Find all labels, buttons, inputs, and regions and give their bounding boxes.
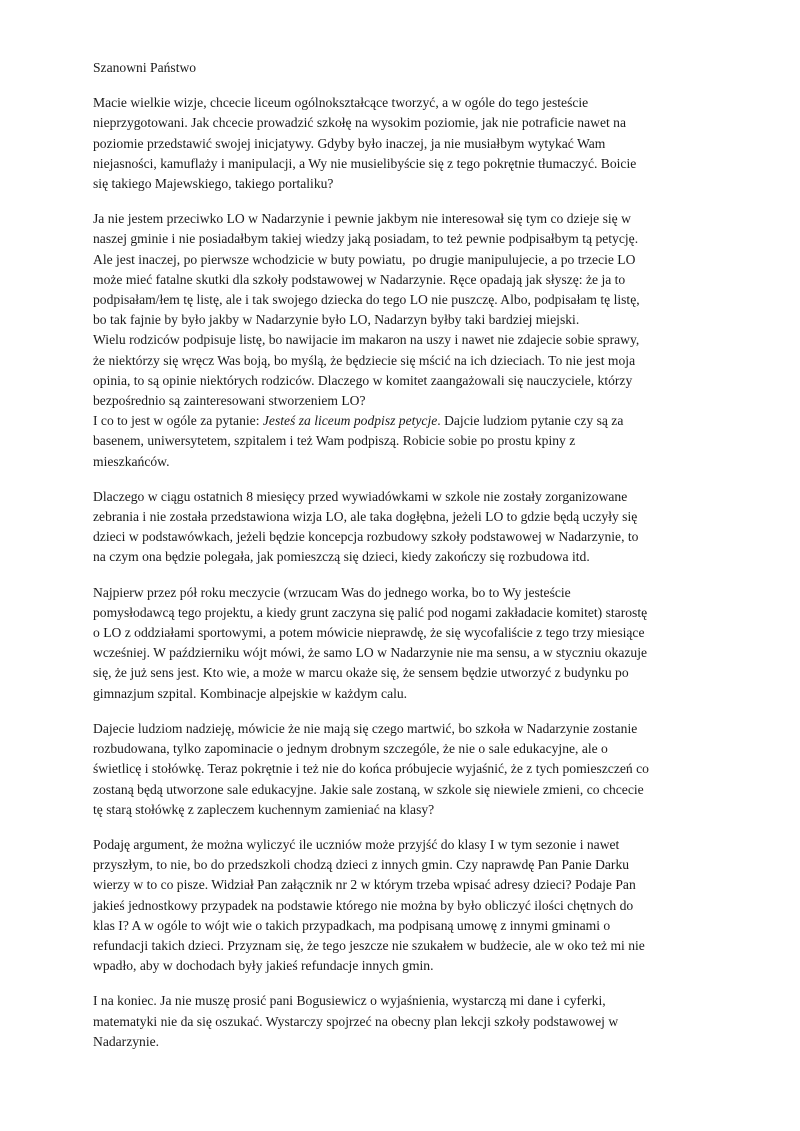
text-line: bo tak fajnie by było jakby w Nadarzynie było LO, Nadarzyn byłby taki bardziej miejski. bbox=[93, 312, 580, 328]
text-line: o LO z oddziałami sportowymi, a potem mówicie nieprawdę, że się wycofaliście z tego trzy miesiące bbox=[93, 625, 645, 641]
text-line: wpadło, aby w dochodach były jakieś refundacje innych gmin. bbox=[93, 958, 434, 974]
text-line: bezpośrednio są zainteresowani stworzeniem LO? bbox=[93, 393, 366, 409]
paragraph-5 bbox=[93, 719, 715, 820]
text-line: świetlicę i stołówkę. Teraz pokrętnie i też nie do końca próbujecie wyjaśnić, że z tych pomieszczeń co bbox=[93, 761, 649, 777]
paragraph-2 bbox=[93, 209, 715, 472]
text-line: klas I? A w ogóle to wójt wie o takich przypadkach, ma podpisaną umowę z innymi gminami o bbox=[93, 917, 611, 933]
text-line: Podaję argument, że można wyliczyć ile uczniów może przyjść do klasy I w tym sezonie i nawet bbox=[93, 836, 620, 852]
text-line: Ja nie jestem przeciwko LO w Nadarzynie i pewnie jakbym nie interesował się tym co dzieje się w bbox=[93, 211, 631, 227]
text-line: opinia, to są opinie niektórych rodziców. Dlaczego w komitet zaangażowali się nauczyciele, którzy bbox=[93, 372, 633, 388]
text-line: Ale jest inaczej, po pierwsze wchodzicie w buty powiatu, po drugie manipulujecie, a po trzecie LO bbox=[93, 251, 636, 267]
paragraph-3 bbox=[93, 487, 715, 568]
text-line: podpisałam/łem tę listę, ale i tak swojego dziecka do tego LO nie puszczę. Albo, podpisałam tę listę, bbox=[93, 292, 640, 308]
text-line: się takiego Majewskiego, takiego portaliku? bbox=[93, 176, 334, 192]
text-line: że niektórzy się wręcz Was boją, bo myślą, że będziecie się mścić na ich dzieciach. To nie jest moja bbox=[93, 352, 636, 368]
paragraph-7 bbox=[93, 991, 715, 1052]
text-line: jakieś jednostkowy przypadek na podstawie którego nie można by było obliczyć ilości chętnych do bbox=[93, 897, 634, 913]
text-line: rozbudowana, tylko zapominacie o jednym drobnym szczególe, że nie o sale edukacyjne, ale o bbox=[93, 741, 608, 757]
text-line: matematyki nie da się oszukać. Wystarczy spojrzeć na obecny plan lekcji szkoły podstawowej w bbox=[93, 1013, 619, 1029]
text-line: przyszłym, to nie, bo do przedszkoli chodzą dzieci z innych gmin. Czy naprawdę Pan Panie Darku bbox=[93, 857, 630, 873]
text-line: Macie wielkie wizje, chcecie liceum ogólnokształcące tworzyć, a w ogóle do tego jesteście bbox=[93, 95, 589, 111]
salutation: Szanowni Państwo bbox=[93, 60, 197, 75]
text-line: może mieć fatalne skutki dla szkoły podstawowej w Nadarzynie. Ręce opadają jak słyszę: że ja to bbox=[93, 271, 626, 287]
petition-question: Jesteś za liceum podpisz petycje bbox=[262, 413, 438, 429]
text-line: niejasności, kamuflaży i manipulacji, a Wy nie musielibyście się z tego pokrętnie tłumaczyć. Boicie bbox=[93, 155, 637, 171]
question-suffix: . Dajcie ludziom pytanie czy są za bbox=[437, 413, 624, 429]
text-line: I na koniec. Ja nie muszę prosić pani Bogusiewicz o wyjaśnienia, wystarczą mi dane i cyferki, bbox=[93, 993, 606, 1009]
question-prefix: I co to jest w ogóle za pytanie: bbox=[93, 413, 263, 429]
text-line: pomysłodawcą tego projektu, a kiedy grunt zaczyna się palić pod nogami zakładacie komitet) starostę bbox=[93, 604, 648, 620]
text-line: refundacji takich dzieci. Przyznam się, że tego jeszcze nie szukałem w budżecie, ale w oko też mi nie bbox=[93, 937, 645, 953]
text-line: dzieci w podstawówkach, jeżeli będzie koncepcja rozbudowy szkoły podstawowej w Nadarzynie, to bbox=[93, 529, 639, 545]
text-line: Dlaczego w ciągu ostatnich 8 miesięcy przed wywiadówkami w szkole nie zostały zorganizowane bbox=[93, 488, 628, 504]
text-line: nieprzygotowani. Jak chcecie prowadzić szkołę na wysokim poziomie, jak nie potraficie nawet na bbox=[93, 115, 626, 131]
text-line: na czym ona będzie polegała, jak pomieszczą się dzieci, kiedy zakończy się rozbudowa itd. bbox=[93, 549, 590, 565]
text-line: poziomie przedstawić swojej inicjatywy. Gdyby było inaczej, ja nie musiałbym wytykać Wam bbox=[93, 135, 606, 151]
text-line: basenem, uniwersytetem, szpitalem i też Wam podpiszą. Robicie sobie po prostu kpiny z bbox=[93, 433, 576, 449]
paragraph-4 bbox=[93, 583, 715, 704]
paragraph-1 bbox=[93, 93, 715, 194]
text-line: Nadarzynie. bbox=[93, 1033, 160, 1049]
text-line: zostaną będą utworzone sale edukacyjne. Jakie sale zostaną, w szkole się niewiele zmieni, co chcecie bbox=[93, 781, 644, 797]
question-line bbox=[93, 411, 715, 431]
paragraph-6 bbox=[93, 835, 715, 976]
text-line: wcześniej. W październiku wójt mówi, że samo LO w Nadarzynie nie ma sensu, a w styczniu okazuje bbox=[93, 645, 648, 661]
text-line: mieszkańców. bbox=[93, 453, 170, 469]
text-line: Najpierw przez pół roku meczycie (wrzucam Was do jednego worka, bo to Wy jesteście bbox=[93, 584, 571, 600]
letter-body bbox=[93, 58, 715, 1067]
text-line: się, że już sens jest. Kto wie, a może w marcu okaże się, że sensem będzie utworzyć z budynku po bbox=[93, 665, 629, 681]
text-line: wierzy w to co pisze. Widział Pan załącznik nr 2 w którym trzeba wpisać adresy dzieci? Podaje Pan bbox=[93, 877, 636, 893]
text-line: Wielu rodziców podpisuje listę, bo nawijacie im makaron na uszy i nawet nie zdajecie sobie sprawy, bbox=[93, 332, 640, 348]
text-line: zebrania i nie została przedstawiona wizja LO, ale taka dogłębna, jeżeli LO to gdzie będą uczyły się bbox=[93, 509, 638, 525]
text-line: naszej gminie i nie posiadałbym takiej wiedzy jaką posiadam, to też pewnie podpisałbym tą petycję. bbox=[93, 231, 639, 247]
text-line: Dajecie ludziom nadzieję, mówicie że nie mają się czego martwić, bo szkoła w Nadarzynie zostanie bbox=[93, 720, 638, 736]
text-line: tę starą stołówkę z zapleczem kuchennym zamieniać na klasy? bbox=[93, 801, 435, 817]
text-line: gimnazjum szpital. Kombinacje alpejskie w każdym calu. bbox=[93, 685, 408, 701]
